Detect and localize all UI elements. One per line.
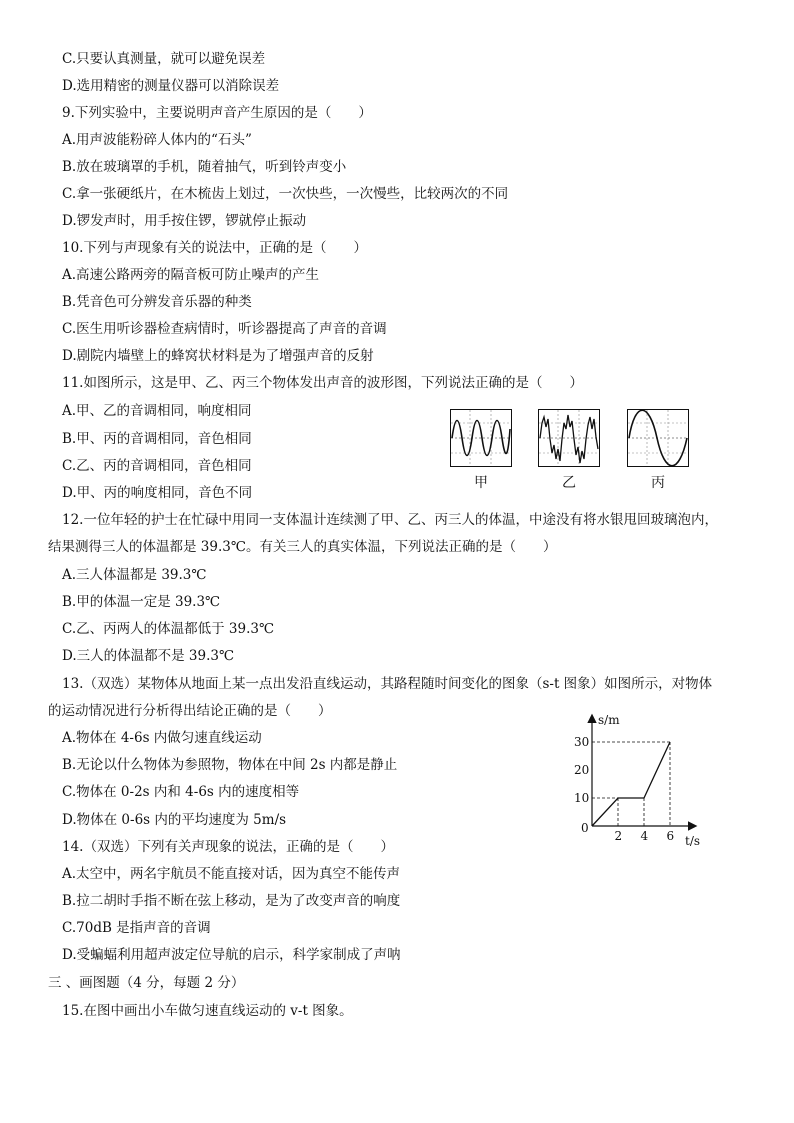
q11-option-a: A.甲、乙的音调相同，响度相同 [62,403,252,419]
q9-option-b: B.放在玻璃罩的手机，随着抽气，听到铃声变小 [62,159,347,175]
q11-option-b: B.甲、丙的音调相同，音色相同 [62,431,252,447]
q11-option-d: D.甲、丙的响度相同，音色不同 [62,485,253,501]
q9-stem: 9.下列实验中，主要说明声音产生原因的是（ ） [62,105,372,121]
q13-option-a: A.物体在 4-6s 内做匀速直线运动 [62,730,262,746]
q11-option-c: C.乙、丙的音调相同，音色相同 [62,458,252,474]
q12-stem-line1: 12.一位年轻的护士在忙碌中用同一支体温计连续测了甲、乙、丙三人的体温，中途没有将水银甩回玻璃泡内， [62,512,718,528]
q14-option-b: B.拉二胡时手指不断在弦上移动，是为了改变声音的响度 [62,893,401,909]
waveform-label-jia: 甲 [474,475,488,491]
q10-option-a: A.高速公路两旁的隔音板可防止噪声的产生 [62,267,320,283]
q14-option-c: C.70dB 是指声音的音调 [62,920,211,936]
waveform-yi [538,409,600,467]
q15-stem: 15.在图中画出小车做匀速直线运动的 v-t 图象。 [62,1003,353,1019]
q14-option-d: D.受蝙蝠利用超声波定位导航的启示，科学家制成了声呐 [62,947,401,963]
y-axis-label: s/m [598,713,620,727]
origin-label: 0 [581,821,589,835]
waveform-label-bing: 丙 [651,475,665,491]
x-tick-label: 4 [640,829,649,843]
q12-option-a: A.三人体温都是 39.3℃ [62,567,207,583]
q10-option-c: C.医生用听诊器检查病情时，听诊器提高了声音的音调 [62,321,387,337]
q12-option-b: B.甲的体温一定是 39.3℃ [62,594,221,610]
q14-option-a: A.太空中，两名宇航员不能直接对话，因为真空不能传声 [62,866,401,882]
st-series-line [592,742,670,826]
q12-stem-line2: 结果测得三人的体温都是 39.3℃。有关三人的真实体温，下列说法正确的是（ ） [48,539,557,555]
q8-option-d: D.选用精密的测量仪器可以消除误差 [62,78,280,94]
y-tick-label: 20 [574,763,590,777]
q14-stem: 14.（双选）下列有关声现象的说法，正确的是（ ） [62,839,394,855]
q13-option-c: C.物体在 0-2s 内和 4-6s 内的速度相等 [62,784,300,800]
q9-option-c: C.拿一张硬纸片，在木梳齿上划过，一次快些，一次慢些，比较两次的不同 [62,186,509,202]
waveform-label-yi: 乙 [562,475,576,491]
y-tick-label: 10 [574,791,590,805]
q12-option-c: C.乙、丙两人的体温都低于 39.3℃ [62,621,275,637]
q10-option-b: B.凭音色可分辨发音乐器的种类 [62,294,252,310]
q8-option-c: C.只要认真测量，就可以避免误差 [62,51,266,67]
waveform-bing [627,409,689,467]
q13-stem-line2: 的运动情况进行分析得出结论正确的是（ ） [48,703,332,719]
q13-option-b: B.无论以什么物体为参照物，物体在中间 2s 内都是静止 [62,757,398,773]
q9-option-a: A.用声波能粉碎人体内的“石头” [62,132,252,148]
waveform-jia [450,409,512,467]
q13-option-d: D.物体在 0-6s 内的平均速度为 5m/s [62,812,287,828]
x-tick-label: 2 [614,829,623,843]
section-heading-drawing: 三 、画图题（4 分，每题 2 分） [48,975,245,991]
q10-option-d: D.剧院内墙壁上的蜂窝状材料是为了增强声音的反射 [62,348,374,364]
x-tick-label: 6 [666,829,675,843]
y-tick-label: 30 [574,735,590,749]
st-graph [565,710,715,855]
q9-option-d: D.锣发声时，用手按住锣，锣就停止振动 [62,213,307,229]
q12-option-d: D.三人的体温都不是 39.3℃ [62,648,235,664]
q13-stem-line1: 13.（双选）某物体从地面上某一点出发沿直线运动，其路程随时间变化的图象（s-t 图象）如图所示，对物体 [62,676,713,692]
q11-stem: 11.如图所示，这是甲、乙、丙三个物体发出声音的波形图，下列说法正确的是（ ） [62,375,583,391]
x-axis-label: t/s [685,834,701,848]
q10-stem: 10.下列与声现象有关的说法中，正确的是（ ） [62,240,367,256]
